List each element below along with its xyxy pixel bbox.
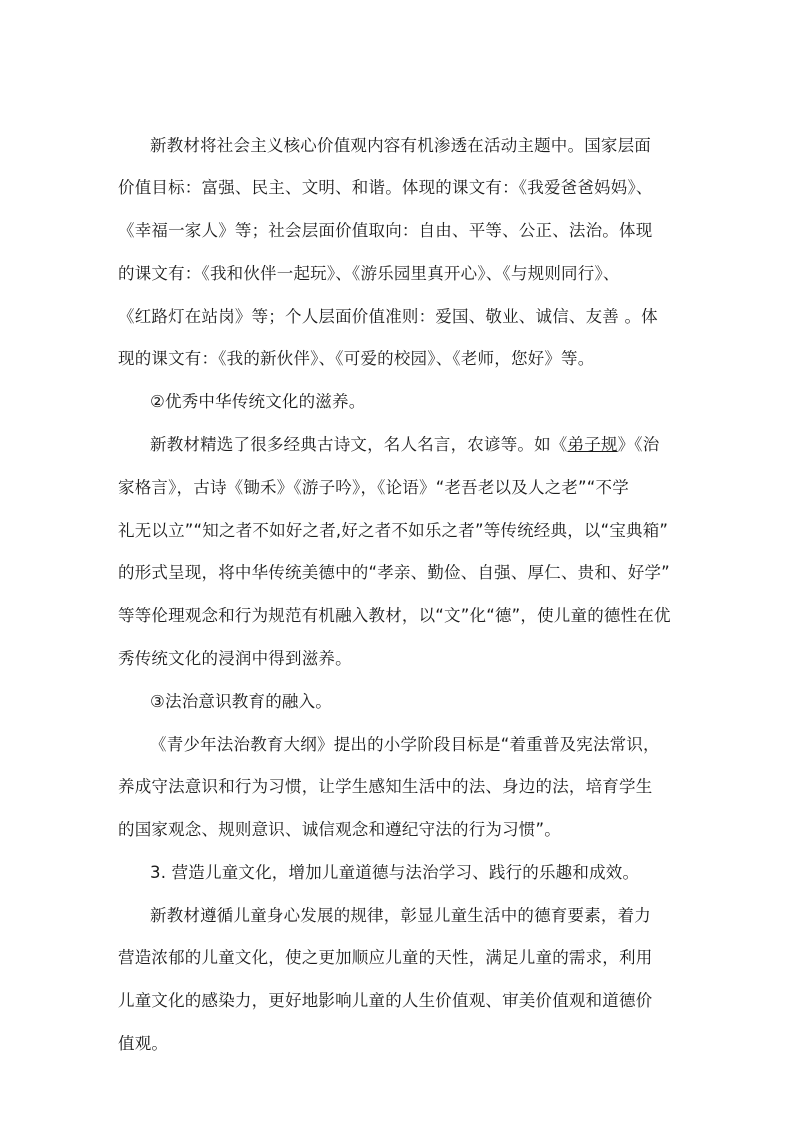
paragraph-line: 《红路灯在站岗》等；个人层面价值准则：爱国、敬业、诚信、友善 。体: [118, 307, 658, 326]
paragraph-line: 《青少年法治教育大纲》提出的小学阶段目标是“着重普及宪法常识，: [150, 735, 660, 754]
paragraph-line: 价值目标：富强、民主、文明、和谐。体现的课文有：《我爱爸爸妈妈》、: [118, 178, 653, 197]
paragraph-line: 新教材将社会主义核心价值观内容有机渗透在活动主题中。国家层面: [150, 136, 651, 155]
paragraph-line: 礼无以立”“知之者不如好之者,好之者不如乐之者”等传统经典，以“宝典箱”: [118, 521, 669, 540]
paragraph-line: [150, 435, 678, 455]
underlined-term: 弟子规: [567, 435, 618, 454]
section-heading: ③法治意识教育的融入。: [150, 692, 332, 711]
paragraph-line: 《幸福一家人》等；社会层面价值取向：自由、平等、公正、法治。体现: [118, 221, 653, 240]
paragraph-line: 新教材遵循儿童身心发展的规律，彰显儿童生活中的德育要素，着力: [150, 906, 651, 925]
section-heading: ②优秀中华传统文化的滋养。: [150, 392, 366, 411]
section-heading: 3. 营造儿童文化，增加儿童道德与法治学习、践行的乐趣和成效。: [150, 863, 640, 882]
paragraph-line: 家格言》，古诗《锄禾》《游子吟》，《论语》“老吾老以及人之老”“不学: [118, 478, 629, 497]
paragraph-line: 儿童文化的感染力，更好地影响儿童的人生价值观、审美价值观和道德价: [118, 991, 653, 1010]
paragraph-line: 的形式呈现，将中华传统美德中的“孝亲、勤俭、自强、厚仁、贵和、好学”: [118, 563, 670, 582]
paragraph-line: 秀传统文化的浸润中得到滋养。: [118, 649, 352, 668]
paragraph-line: 等等伦理观念和行为规范有机融入教材，以“文”化“德”，使儿童的德性在优: [118, 606, 671, 625]
text-run: 新教材精选了很多经典古诗文，名人名言，农谚等。如《: [150, 435, 568, 454]
paragraph-line: 养成守法意识和行为习惯，让学生感知生活中的法、身边的法，培育学生: [118, 777, 653, 796]
paragraph-line: 值观。: [118, 1034, 169, 1053]
paragraph-line: 营造浓郁的儿童文化，使之更加顺应儿童的天性，满足儿童的需求，利用: [118, 948, 653, 967]
paragraph-line: 的国家观念、规则意识、诚信观念和遵纪守法的行为习惯”。: [118, 820, 561, 839]
paragraph-line: 现的课文有：《我的新伙伴》、《可爱的校园》、《老师，您好》等。: [118, 349, 595, 368]
paragraph-line: 的课文有：《我和伙伴一起玩》、《游乐园里真开心》、《与规则同行》、: [118, 264, 620, 283]
text-run: 》《治: [617, 435, 660, 454]
